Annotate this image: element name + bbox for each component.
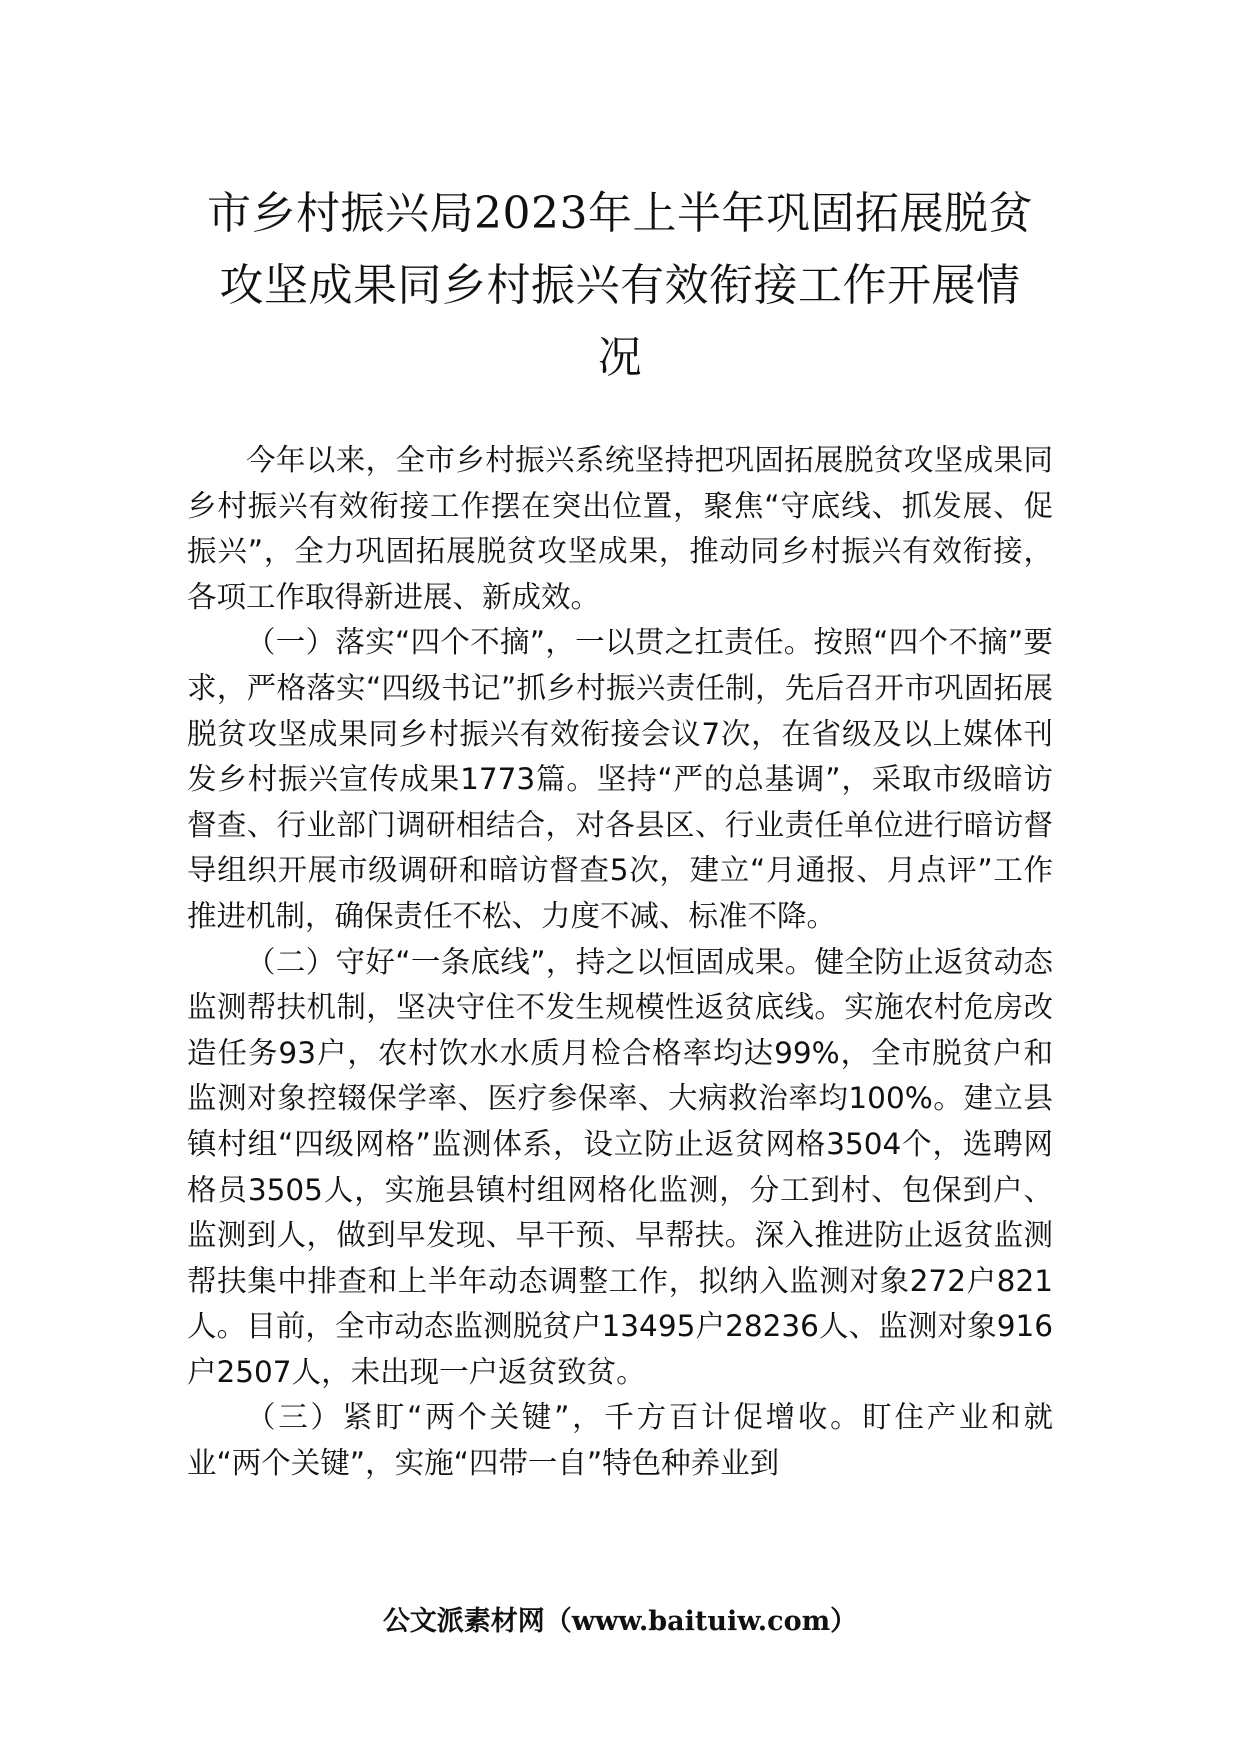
section-3-paragraph: （三）紧盯“两个关键”，千方百计促增收。盯住产业和就业“两个关键”，实施“四带一自”特色种养业到 <box>187 1400 1053 1481</box>
title-line-1: 市乡村振兴局2023年上半年巩固拓展脱贫 <box>207 188 1033 239</box>
section-2-paragraph: （二）守好“一条底线”，持之以恒固成果。健全防止返贫动态监测帮扶机制，坚决守住不发生规模性返贫底线。实施农村危房改造任务93户，农村饮水水质月检合格率均达99%，全市脱贫户和监测对象控辍保学率、医疗参保率、大病救治率均100%。建立县镇村组“四级网格”监测体系，设立防止返贫网格3504个，选聘网格员3505人，实施县镇村组网格化监测，分工到村、包保到户、监测到人，做到早发现、早干预、早帮扶。深入推进防止返贫监测帮扶集中排查和上半年动态调整工作，拟纳入监测对象272户821人。目前，全市动态监测脱贫户13495户28236人、监测对象916户2507人，未出现一户返贫致贫。 <box>187 944 1053 1389</box>
section-1-paragraph: （一）落实“四个不摘”，一以贯之扛责任。按照“四个不摘”要求，严格落实“四级书记”抓乡村振兴责任制，先后召开市巩固拓展脱贫攻坚成果同乡村振兴有效衔接会议7次，在省级及以上媒体刊发乡村振兴宣传成果1773篇。坚持“严的总基调”，采取市级暗访督查、行业部门调研相结合，对各县区、行业责任单位进行暗访督导组织开展市级调研和暗访督查5次，建立“月通报、月点评”工作推进机制，确保责任不松、力度不减、标准不降。 <box>187 625 1053 933</box>
title-line-3: 况 <box>597 332 643 383</box>
title-line-2: 攻坚成果同乡村振兴有效衔接工作开展情 <box>219 260 1021 311</box>
document-body <box>187 438 1053 1487</box>
document-title <box>185 178 1055 394</box>
intro-paragraph: 今年以来，全市乡村振兴系统坚持把巩固拓展脱贫攻坚成果同乡村振兴有效衔接工作摆在突出位置，聚焦“守底线、抓发展、促振兴”，全力巩固拓展脱贫攻坚成果，推动同乡村振兴有效衔接，各项工作取得新进展、新成效。 <box>187 443 1053 614</box>
source-footer: 公文派素材网（www.baituiw.com） <box>382 1606 858 1637</box>
